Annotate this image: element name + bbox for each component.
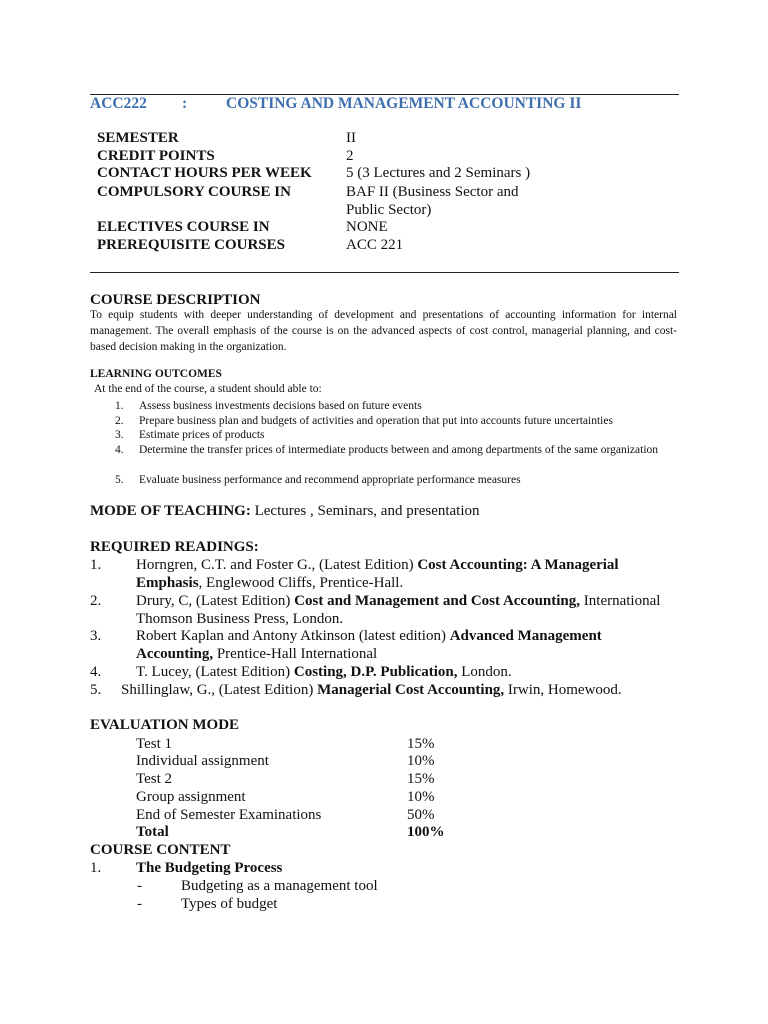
outcome-number: 1.: [115, 400, 124, 412]
info-value-credit-points: 2: [346, 148, 354, 164]
evaluation-percent: 10%: [407, 789, 435, 805]
content-heading: COURSE CONTENT: [90, 842, 231, 858]
info-value-prerequisite: ACC 221: [346, 237, 404, 253]
evaluation-heading: EVALUATION MODE: [90, 717, 240, 733]
reading-line: Accounting, Prentice-Hall International: [136, 646, 378, 662]
header-colon: :: [182, 95, 188, 112]
mode-label: MODE OF TEACHING:: [90, 503, 251, 519]
reading-line: Thomson Business Press, London.: [136, 611, 344, 627]
reading-line: Horngren, C.T. and Foster G., (Latest Edition) Cost Accounting: A Managerial: [136, 557, 619, 573]
course-title: COSTING AND MANAGEMENT ACCOUNTING II: [226, 95, 582, 112]
outcome-text: Prepare business plan and budgets of activities and operation that put into accounts future uncertainties: [139, 415, 613, 427]
evaluation-item: Group assignment: [136, 789, 246, 805]
outcome-text: Evaluate business performance and recommend appropriate performance measures: [139, 474, 521, 486]
info-value-contact-hours: 5 (3 Lectures and 2 Seminars ): [346, 165, 531, 181]
reading-number: 3.: [90, 628, 102, 644]
outcome-text: Estimate prices of products: [139, 429, 265, 441]
info-label-semester: SEMESTER: [97, 130, 179, 146]
evaluation-item: Test 2: [136, 771, 173, 787]
evaluation-item: End of Semester Examinations: [136, 807, 322, 823]
reading-number: 4.: [90, 664, 102, 680]
info-label-contact-hours: CONTACT HOURS PER WEEK: [97, 165, 312, 181]
outcome-number: 2.: [115, 415, 124, 427]
evaluation-percent: 50%: [407, 807, 435, 823]
reading-line: Robert Kaplan and Antony Atkinson (latest edition) Advanced Management: [136, 628, 602, 644]
outcomes-heading: LEARNING OUTCOMES: [90, 368, 222, 380]
outcome-number: 3.: [115, 429, 124, 441]
readings-heading: REQUIRED READINGS:: [90, 539, 259, 555]
info-value-semester: II: [346, 130, 356, 146]
course-code: ACC222: [90, 95, 147, 112]
evaluation-percent: 15%: [407, 736, 435, 752]
evaluation-item: Test 1: [136, 736, 173, 752]
outcome-number: 5.: [115, 474, 124, 486]
content-sub-dash: -: [137, 896, 142, 912]
content-sub-item: Budgeting as a management tool: [181, 878, 378, 894]
reading-line: Shillinglaw, G., (Latest Edition) Managerial Cost Accounting, Irwin, Homewood.: [121, 682, 622, 698]
reading-number: 2.: [90, 593, 102, 609]
content-sub-item: Types of budget: [181, 896, 278, 912]
outcomes-intro: At the end of the course, a student should able to:: [94, 383, 322, 395]
outcome-number: 4.: [115, 444, 124, 456]
content-topic: The Budgeting Process: [136, 860, 283, 876]
mode-text: Lectures , Seminars, and presentation: [250, 503, 480, 519]
content-number: 1.: [90, 860, 102, 876]
info-bottom-rule: [90, 272, 679, 273]
info-value-compulsory: BAF II (Business Sector and: [346, 184, 519, 200]
info-label-credit-points: CREDIT POINTS: [97, 148, 215, 164]
description-heading: COURSE DESCRIPTION: [90, 292, 261, 308]
mode-of-teaching: [90, 503, 480, 520]
content-sub-dash: -: [137, 878, 142, 894]
outcome-text: Determine the transfer prices of intermediate products between and among departments of the same organization: [139, 444, 659, 456]
outcome-text: Assess business investments decisions based on future events: [139, 400, 422, 412]
evaluation-percent: 10%: [407, 753, 435, 769]
info-value-compulsory-line2: Public Sector): [346, 202, 432, 218]
description-text: To equip students with deeper understanding of development and presentations of accounting information for internal management. The overall emphasis of the course is on the advanced aspects of cost control, managerial planning, and cost-based decision making in the organization.: [90, 309, 677, 353]
evaluation-item: Individual assignment: [136, 753, 269, 769]
reading-line: T. Lucey, (Latest Edition) Costing, D.P. Publication, London.: [136, 664, 512, 680]
info-label-electives: ELECTIVES COURSE IN: [97, 219, 270, 235]
reading-number: 1.: [90, 557, 102, 573]
evaluation-percent: 15%: [407, 771, 435, 787]
reading-line: Drury, C, (Latest Edition) Cost and Management and Cost Accounting, International: [136, 593, 661, 609]
reading-line: Emphasis, Englewood Cliffs, Prentice-Hall.: [136, 575, 404, 591]
evaluation-total-value: 100%: [407, 824, 445, 840]
info-label-compulsory: COMPULSORY COURSE IN: [97, 184, 291, 200]
info-label-prerequisite: PREREQUISITE COURSES: [97, 237, 285, 253]
evaluation-total-label: Total: [136, 824, 169, 840]
info-value-electives: NONE: [346, 219, 388, 235]
reading-number: 5.: [90, 682, 102, 698]
